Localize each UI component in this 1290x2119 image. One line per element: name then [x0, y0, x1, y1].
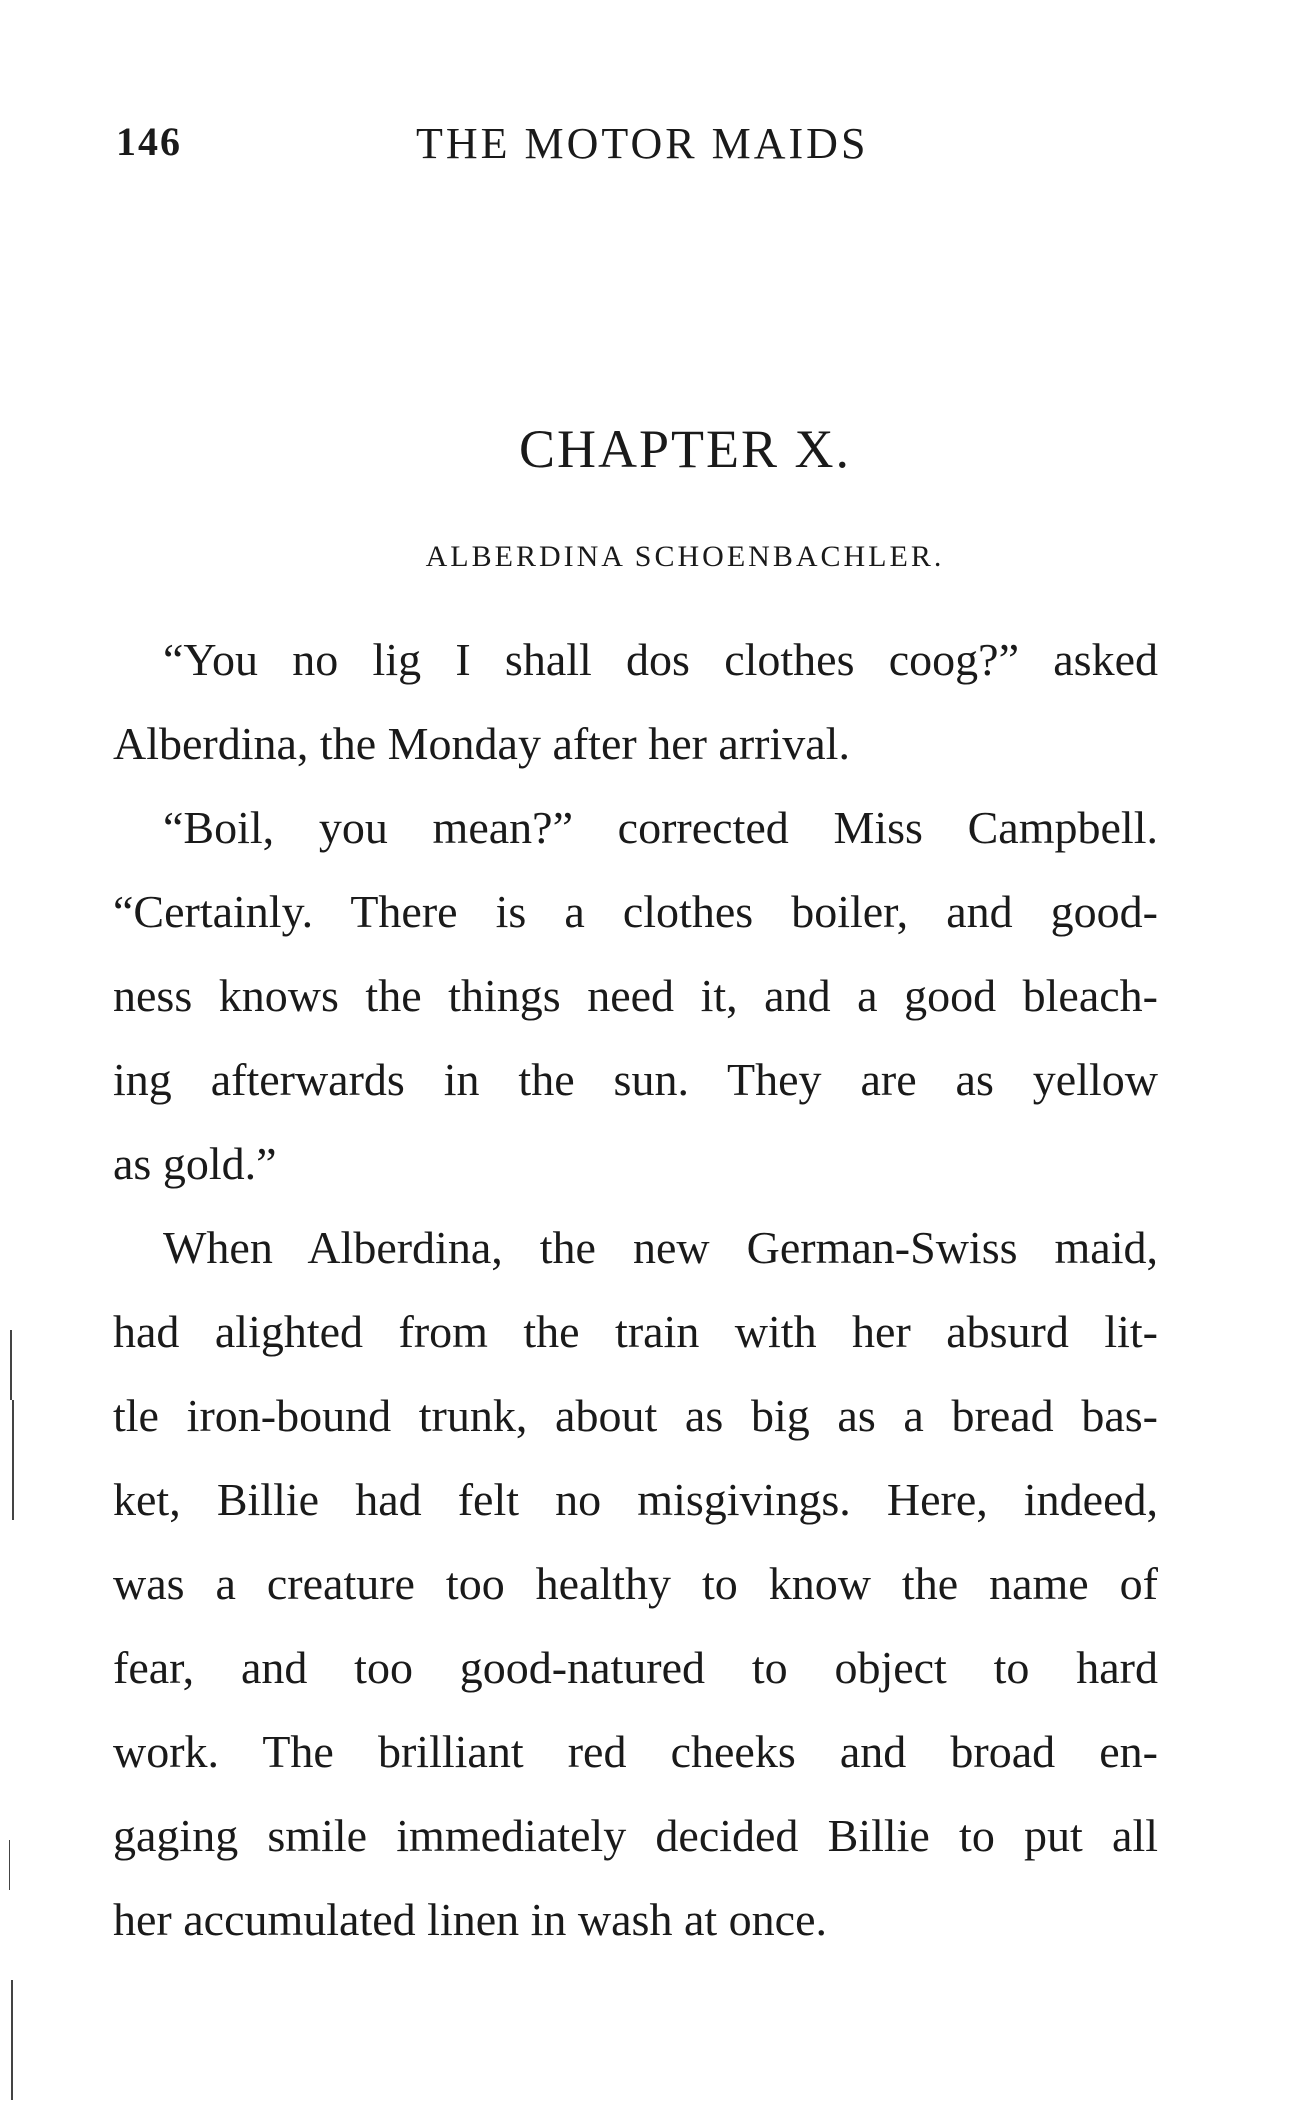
text-line: had alighted from the train with her absurd lit- — [113, 1306, 1158, 1357]
scan-mark — [11, 1980, 13, 2100]
chapter-subtitle: ALBERDINA SCHOENBACHLER. — [425, 540, 945, 573]
text-line: ket, Billie had felt no misgivings. Here, indeed, — [113, 1474, 1158, 1525]
body-text — [113, 618, 1158, 1962]
text-line: “You no lig I shall dos clothes coog?” asked — [163, 634, 1158, 685]
chapter-title: CHAPTER X. — [518, 419, 852, 479]
text-line: When Alberdina, the new German-Swiss maid, — [163, 1222, 1158, 1273]
running-header — [116, 118, 1176, 178]
page-number: 146 — [116, 119, 182, 164]
text-line: was a creature too healthy to know the name of — [113, 1558, 1158, 1609]
text-line: “Certainly. There is a clothes boiler, and good- — [113, 886, 1158, 937]
scan-mark — [10, 1330, 12, 1400]
text-line: as gold.” — [113, 1138, 277, 1189]
text-line: her accumulated linen in wash at once. — [113, 1894, 827, 1945]
scan-mark — [9, 1840, 10, 1890]
text-line: fear, and too good-natured to object to hard — [113, 1642, 1158, 1693]
scan-mark — [12, 1400, 14, 1520]
running-title: THE MOTOR MAIDS — [416, 119, 869, 168]
text-line: “Boil, you mean?” corrected Miss Campbell. — [163, 802, 1158, 853]
text-line: tle iron-bound trunk, about as big as a bread bas- — [113, 1390, 1158, 1441]
text-line: gaging smile immediately decided Billie to put all — [113, 1810, 1158, 1861]
text-line: ing afterwards in the sun. They are as yellow — [113, 1054, 1158, 1105]
text-line: Alberdina, the Monday after her arrival. — [113, 718, 850, 769]
text-line: ness knows the things need it, and a good bleach- — [113, 970, 1158, 1021]
text-line: work. The brilliant red cheeks and broad en- — [113, 1726, 1158, 1777]
